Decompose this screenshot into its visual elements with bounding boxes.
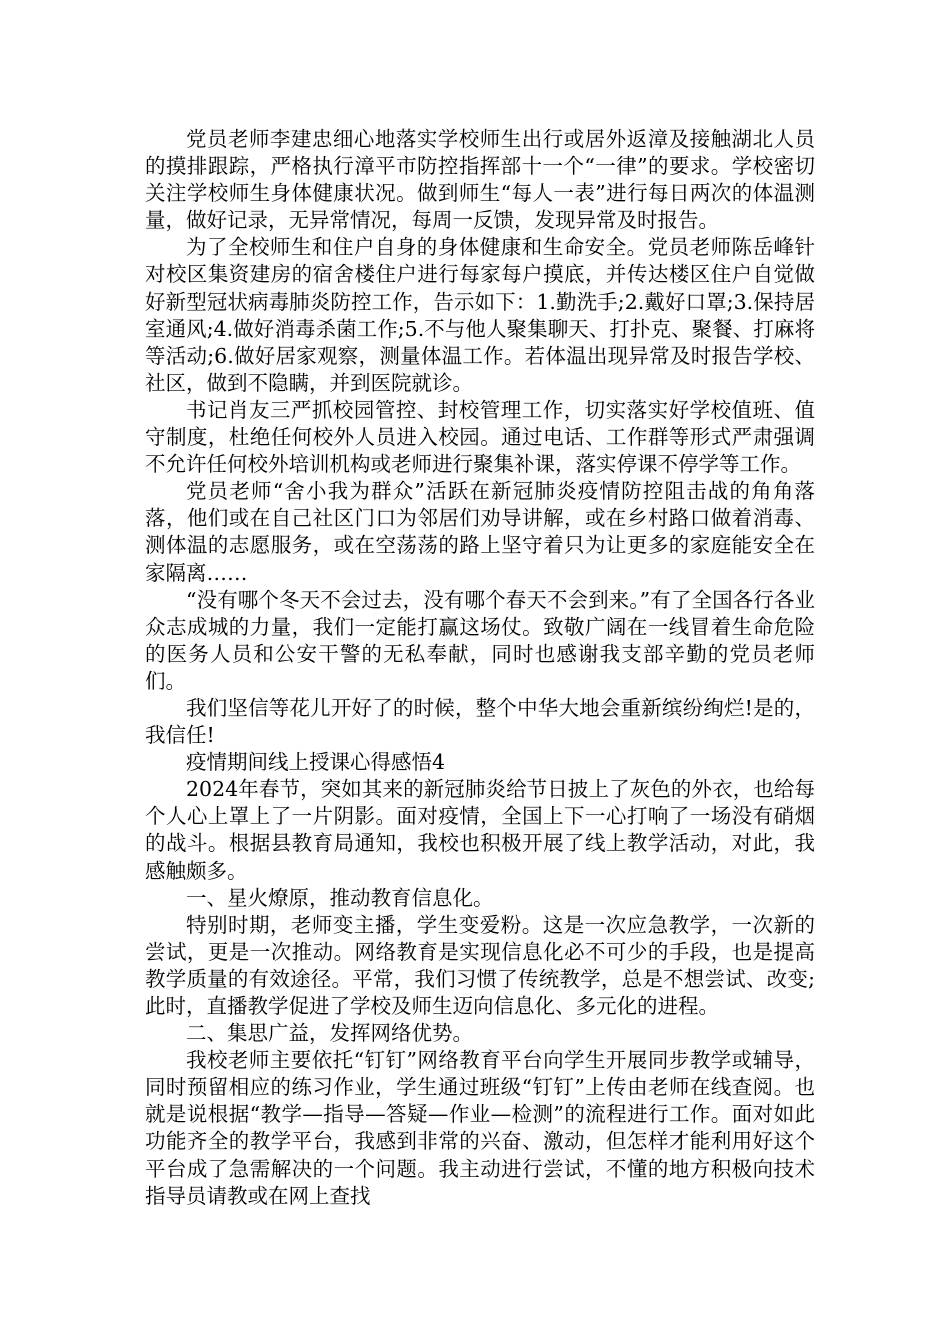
section-title: 疫情期间线上授课心得感悟4 bbox=[186, 750, 446, 775]
paragraph-xiao-yousan: 书记肖友三严抓校园管控、封校管理工作，切实落实好学校值班、值守制度，杜绝任何校外人员进入校园。通过电话、工作群等形式严肃强调不允许任何校外培训机构或老师进行聚集补课，落实停课不停学等工作。 bbox=[145, 397, 815, 477]
paragraph-belief: 我们坚信等花儿开好了的时候，整个中华大地会重新缤纷绚烂!是的，我信任! bbox=[145, 695, 815, 748]
paragraph-quote: “没有哪个冬天不会过去，没有哪个春天不会到来。”有了全国各行各业众志成城的力量，我们一定能打赢这场仗。致敬广阔在一线冒着生命危险的医务人员和公安干警的无私奉献，同时也感谢我支部辛勤的党员老师们。 bbox=[145, 587, 815, 693]
paragraph-li-jianzhong: 党员老师李建忠细心地落实学校师生出行或居外返漳及接触湖北人员的摸排跟踪，严格执行漳平市防控指挥部十一个“一律”的要求。学校密切关注学校师生身体健康状况。做到师生“每人一表”进行每日两次的体温测量，做好记录，无异常情况，每周一反馈，发现异常及时报告。 bbox=[145, 127, 815, 233]
paragraph-chen-yuefeng: 为了全校师生和住户自身的身体健康和生命安全。党员老师陈岳峰针对校区集资建房的宿舍楼住户进行每家每户摸底，并传达楼区住户自觉做好新型冠状病毒肺炎防控工作，告示如下：1.勤洗手;2.戴好口罩;3.保持居室通风;4.做好消毒杀菌工作;5.不与他人聚集聊天、打扑克、聚餐、打麻将等活动;6.做好居家观察，测量体温工作。若体温出现异常及时报告学校、社区，做到不隐瞒，并到医院就诊。 bbox=[145, 235, 815, 395]
subheading-two: 二、集思广益，发挥网络优势。 bbox=[186, 1021, 473, 1046]
subheading-one: 一、星火燎原，推动教育信息化。 bbox=[186, 885, 494, 910]
paragraph-intro: 2024年春节，突如其来的新冠肺炎给节日披上了灰色的外衣，也给每个人心上罩上了一片阴影。面对疫情，全国上下一心打响了一场没有硝烟的战斗。根据县教育局通知，我校也积极开展了线上教学活动，对此，我感触颇多。 bbox=[145, 777, 815, 883]
paragraph-dingding: 我校老师主要依托“钉钉”网络教育平台向学生开展同步教学或辅导，同时预留相应的练习作业，学生通过班级“钉钉”上传由老师在线查阅。也就是说根据“教学—指导—答疑—作业—检测”的流程进行工作。面对如此功能齐全的教学平台，我感到非常的兴奋、激动，但怎样才能利用好这个平台成了急需解决的一个问题。我主动进行尝试，不懂的地方积极向技术指导员请教或在网上查找 bbox=[145, 1048, 815, 1208]
document-body bbox=[145, 126, 815, 1210]
paragraph-volunteers: 党员老师“舍小我为群众”活跃在新冠肺炎疫情防控阻击战的角角落落，他们或在自己社区门口为邻居们劝导讲解，或在乡村路口做着消毒、测体温的志愿服务，或在空荡荡的路上坚守着只为让更多的家庭能安全在家隔离…… bbox=[145, 479, 815, 585]
paragraph-informatization: 特别时期，老师变主播，学生变爱粉。这是一次应急教学，一次新的尝试，更是一次推动。网络教育是实现信息化必不可少的手段，也是提高教学质量的有效途径。平常，我们习惯了传统教学，总是不想尝试、改变;此时，直播教学促进了学校及师生迈向信息化、多元化的进程。 bbox=[145, 912, 815, 1018]
